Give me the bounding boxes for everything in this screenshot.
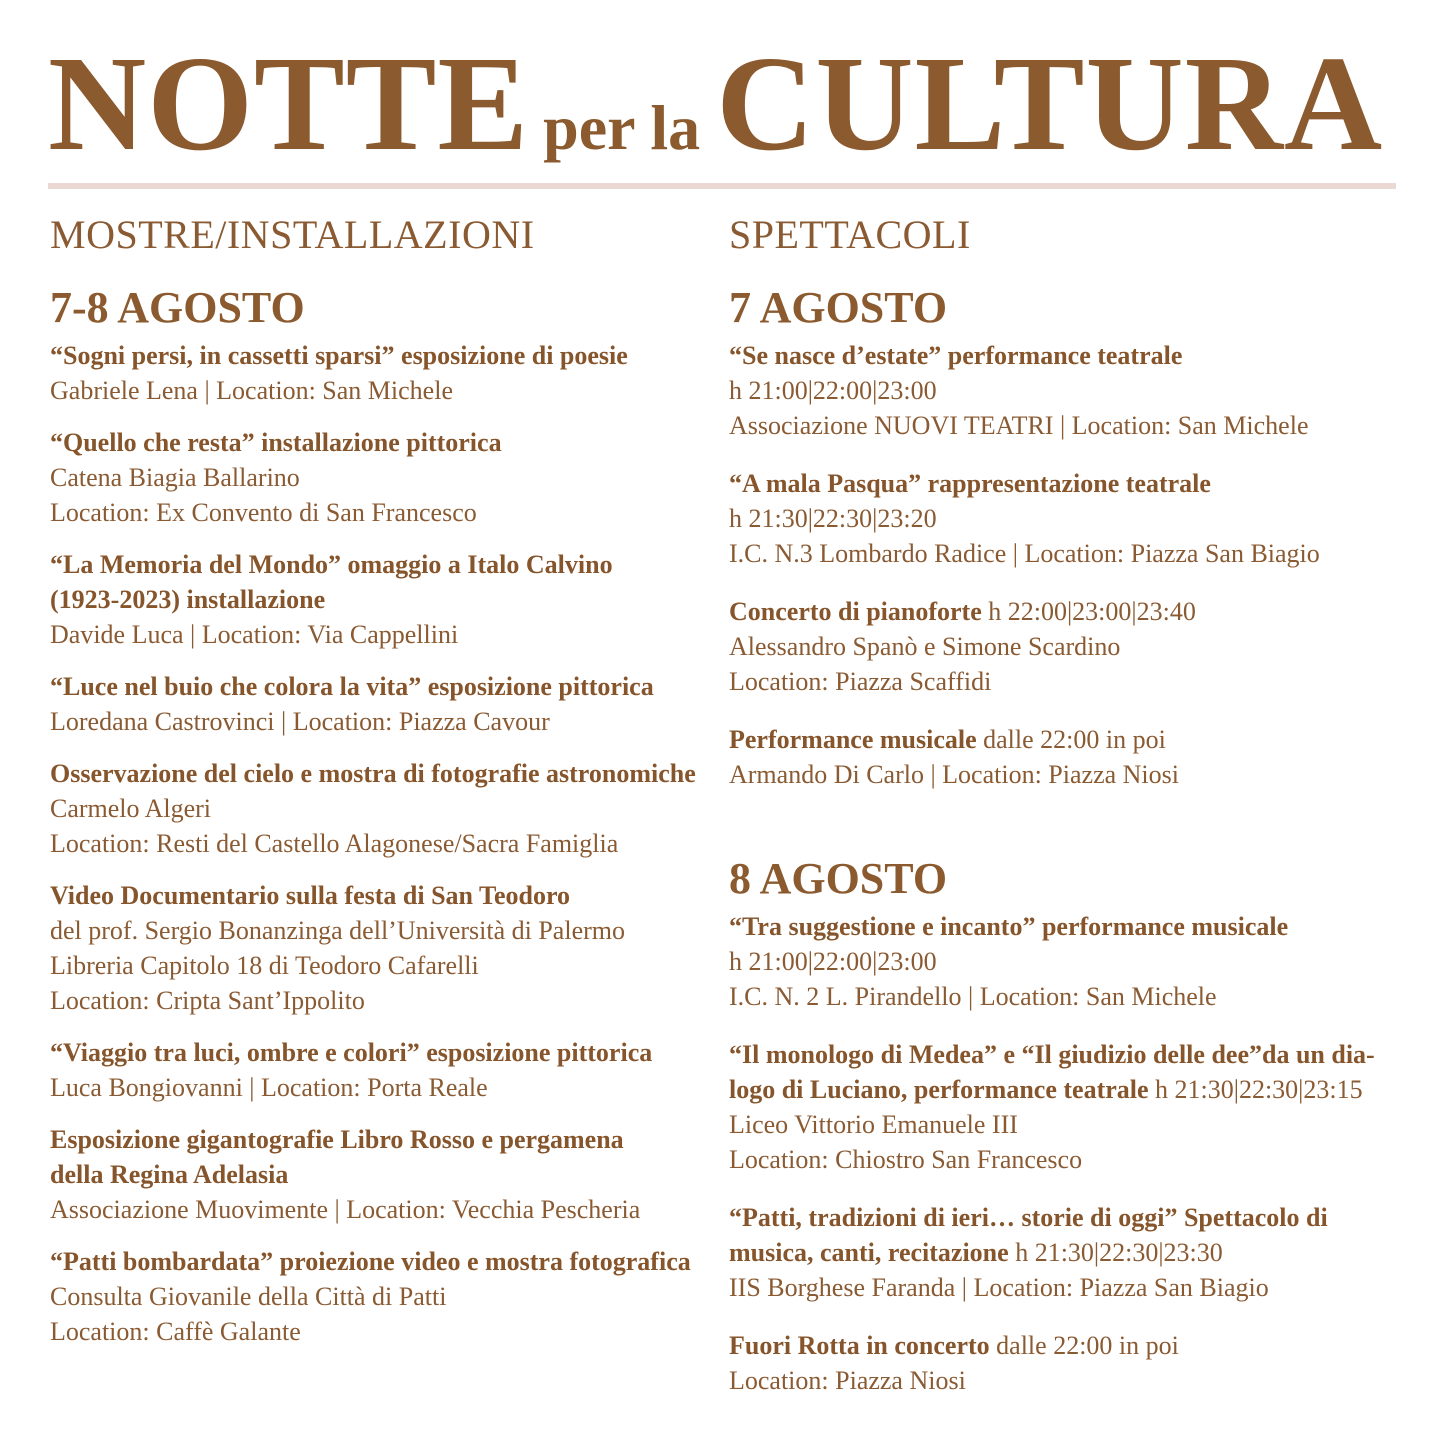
- title-word-notte: NOTTE: [48, 29, 530, 179]
- list-item: [50, 1035, 710, 1105]
- event-detail: I.C. N.3 Lombardo Radice | Location: Piazza San Biagio: [729, 539, 1320, 568]
- event-times: h 22:00|23:00|23:40: [981, 597, 1196, 626]
- list-item: [729, 909, 1409, 1014]
- section-heading-mostre: MOSTRE/INSTALLAZIONI: [50, 212, 535, 257]
- list-item: [50, 425, 710, 530]
- event-detail: Location: Resti del Castello Alagonese/Sacra Famiglia: [50, 829, 619, 858]
- event-title-continued: logo di Luciano, performance teatrale: [729, 1075, 1149, 1104]
- list-item: [729, 338, 1409, 443]
- list-item: [729, 1328, 1409, 1398]
- event-title: Performance musicale: [729, 725, 977, 754]
- event-detail: Carmelo Algeri: [50, 794, 212, 823]
- event-times: h 21:00|22:00|23:00: [729, 947, 937, 976]
- list-item: [50, 669, 710, 739]
- event-detail: Location: Piazza Scaffidi: [729, 667, 992, 696]
- event-title: “Patti, tradizioni di ieri… storie di oggi” Spettacolo di: [729, 1203, 1328, 1232]
- list-item: [729, 594, 1409, 699]
- event-detail: Location: Caffè Galante: [50, 1317, 301, 1346]
- event-detail: Catena Biagia Ballarino: [50, 463, 300, 492]
- event-times: dalle 22:00 in poi: [976, 725, 1166, 754]
- event-detail: del prof. Sergio Bonanzinga dell’Università di Palermo: [50, 916, 625, 945]
- event-detail: Location: Piazza Niosi: [729, 1366, 966, 1395]
- date-heading: 7 AGOSTO: [729, 283, 948, 332]
- event-detail: Armando Di Carlo | Location: Piazza Niosi: [729, 760, 1179, 789]
- event-detail: Gabriele Lena | Location: San Michele: [50, 376, 453, 405]
- event-title: “A mala Pasqua” rappresentazione teatrale: [729, 469, 1211, 498]
- title-per-la: per la: [543, 92, 701, 163]
- event-title: “Quello che resta” installazione pittorica: [50, 428, 502, 457]
- shows-column: [729, 212, 1409, 1421]
- event-title: Concerto di pianoforte: [729, 597, 982, 626]
- event-detail: Location: Ex Convento di San Francesco: [50, 498, 477, 527]
- event-title: “La Memoria del Mondo” omaggio a Italo Calvino (1923-2023) installazione: [50, 550, 613, 614]
- list-item: [729, 722, 1409, 792]
- list-item: [50, 1122, 710, 1227]
- event-times: h 21:00|22:00|23:00: [729, 376, 937, 405]
- list-item: [50, 338, 710, 408]
- event-title: “Tra suggestione e incanto” performance musicale: [729, 912, 1289, 941]
- event-title: “Il monologo di Medea” e “Il giudizio delle dee”da un dia-: [729, 1040, 1375, 1069]
- event-detail: Liceo Vittorio Emanuele III: [729, 1110, 1018, 1139]
- event-title: “Luce nel buio che colora la vita” esposizione pittorica: [50, 672, 654, 701]
- event-title: Esposizione gigantografie Libro Rosso e pergamena della Regina Adelasia: [50, 1125, 624, 1189]
- event-times: h 21:30|22:30|23:30: [1008, 1238, 1223, 1267]
- date-heading: 7-8 AGOSTO: [50, 283, 305, 332]
- title-divider: [48, 183, 1396, 189]
- event-title: “Patti bombardata” proiezione video e mostra fotografica: [50, 1247, 691, 1276]
- date-heading: 8 AGOSTO: [729, 854, 948, 903]
- event-detail: Consulta Giovanile della Città di Patti: [50, 1282, 447, 1311]
- event-title-continued: musica, canti, recitazione: [729, 1238, 1009, 1267]
- event-title: Video Documentario sulla festa di San Teodoro: [50, 881, 571, 910]
- list-item: [729, 1037, 1409, 1177]
- event-title: “Sogni persi, in cassetti sparsi” esposizione di poesie: [50, 341, 628, 370]
- section-heading-spettacoli: SPETTACOLI: [729, 212, 971, 257]
- event-detail: Location: Cripta Sant’Ippolito: [50, 986, 365, 1015]
- list-item: [50, 756, 710, 861]
- title-word-cultura: CULTURA: [716, 29, 1384, 179]
- list-item: [729, 1200, 1409, 1305]
- list-item: [50, 878, 710, 1018]
- event-title: Fuori Rotta in concerto: [729, 1331, 990, 1360]
- event-title: “Viaggio tra luci, ombre e colori” esposizione pittorica: [50, 1038, 653, 1067]
- event-detail: Location: Chiostro San Francesco: [729, 1145, 1083, 1174]
- event-times: dalle 22:00 in poi: [989, 1331, 1179, 1360]
- exhibitions-column: [50, 212, 710, 1366]
- spacer: [729, 815, 1409, 855]
- event-detail: I.C. N. 2 L. Pirandello | Location: San Michele: [729, 982, 1217, 1011]
- event-title: Osservazione del cielo e mostra di fotografie astronomiche: [50, 759, 696, 788]
- event-detail: Davide Luca | Location: Via Cappellini: [50, 620, 459, 649]
- event-detail: Alessandro Spanò e Simone Scardino: [729, 632, 1121, 661]
- list-item: [50, 1244, 710, 1349]
- event-detail: IIS Borghese Faranda | Location: Piazza San Biagio: [729, 1273, 1269, 1302]
- list-item: [50, 547, 710, 652]
- list-item: [729, 466, 1409, 571]
- event-detail: Loredana Castrovinci | Location: Piazza Cavour: [50, 707, 550, 736]
- event-times: h 21:30|22:30|23:15: [1148, 1075, 1363, 1104]
- page-title: [48, 29, 1408, 179]
- event-times: h 21:30|22:30|23:20: [729, 504, 937, 533]
- event-detail: Associazione NUOVI TEATRI | Location: San Michele: [729, 411, 1309, 440]
- event-title: “Se nasce d’estate” performance teatrale: [729, 341, 1183, 370]
- event-detail: Associazione Muovimente | Location: Vecchia Pescheria: [50, 1195, 641, 1224]
- event-detail: Libreria Capitolo 18 di Teodoro Cafarelli: [50, 951, 479, 980]
- event-detail: Luca Bongiovanni | Location: Porta Reale: [50, 1073, 488, 1102]
